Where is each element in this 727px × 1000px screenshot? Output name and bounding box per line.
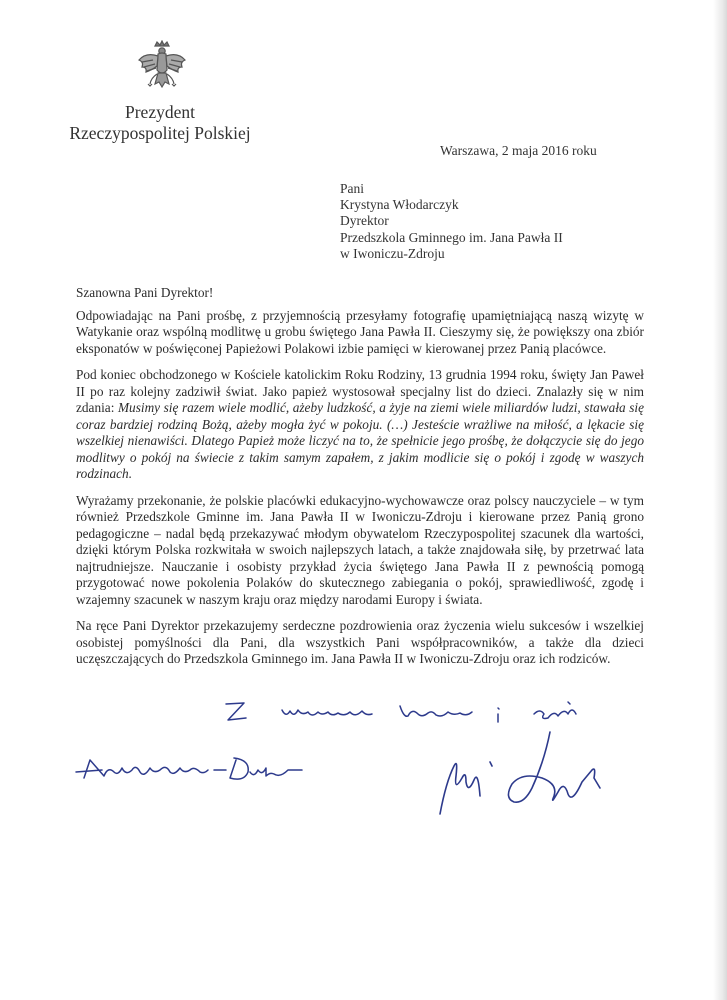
- papal-quote: Musimy się razem wiele modlić, ażeby ludzkość, a żyje na ziemi wiele miliardów ludzi, stawała się coraz bardziej rodziną Bożą, ażeby mogła żyć w pokoju. (…) Jesteście wrażliwe na miłość, a lękacie się wszelkiej nienawiści. Dlatego Papież może liczyć na to, że spełnicie jego prośbę, że dołączycie się do jego modlitwy o pokój na świecie z takim samym zapałem, z jakim modlicie się o pokój i zgodę w waszych rodzinach.: [76, 400, 645, 481]
- recipient-line: w Iwoniczu-Zdroju: [340, 245, 445, 261]
- signature-left: [74, 752, 304, 788]
- office-title-line1: Prezydent: [125, 102, 195, 122]
- paragraph: Na ręce Pani Dyrektor przekazujemy serdeczne pozdrowienia oraz życzenia wielu sukcesów i wszelkiej osobistej pomyślności dla Pani, dla wszystkich Pani współpracowników, a także dla dzieci uczęszczających do Przedszkola Gminnego im. Jana Pawła II w Iwoniczu-Zdroju oraz ich rodziców.: [76, 618, 644, 666]
- paragraph: [76, 367, 644, 483]
- paragraph: Odpowiadając na Pani prośbę, z przyjemnością przesyłamy fotografię upamiętniającą naszą wizytę w Watykanie oraz wspólną modlitwę u grobu świętego Jana Pawła II. Cieszymy się, że powiększy ona zbiór eksponatów w poświęconej Papieżowi Polakowi izbie pamięci w kierowanej przez Panią placówce.: [76, 307, 644, 356]
- recipient-line: Przedszkola Gminnego im. Jana Pawła II: [340, 229, 563, 245]
- office-title-line2: Rzeczypospolitej Polskiej: [69, 123, 251, 143]
- page-edge-shadow: [713, 0, 727, 1000]
- paragraph-text: Pod koniec obchodzonego w Kościele katolickim Roku Rodziny, 13 grudnia 1994 roku, święty Jan Paweł II po raz kolejny zadziwił świat. Jako papież wystosował specjalny list do dzieci. Znalazły się w nim zdania:: [76, 367, 644, 415]
- salutation: Szanowna Pani Dyrektor!: [76, 285, 214, 300]
- recipient-line: Krystyna Włodarczyk: [340, 197, 459, 213]
- signature-right: [432, 722, 607, 817]
- office-title: [60, 102, 260, 144]
- paragraph: Wyrażamy przekonanie, że polskie placówki edukacyjno-wychowawcze oraz polscy nauczyciele – w tym również Przedszkole Gminne im. Jana Pawła II w Iwoniczu-Zdroju i kierowane przez Panią grono pedagogiczne – nadal będą przekazywać młodym obywatelom Rzeczypospolitej szacunek dla wartości, dzięki którym Polska rozkwitała w swoich najlepszych latach, a także znajdowała siłę, by przetrwać lata najtrudniejsze. Nauczanie i osobisty przykład życia świętego Jana Pawła II z pewnością pomogą przygotować nowe pokolenia Polaków do skutecznego zabiegania o pokój, sprawiedliwość, zgodę i wzajemny szacunek w naszym kraju oraz między narodami Europy i świata.: [76, 492, 644, 607]
- recipient-line: Dyrektor: [340, 213, 389, 229]
- letter-body: [76, 285, 644, 678]
- polish-eagle-emblem-icon: [136, 40, 188, 98]
- recipient-line: Pani: [340, 181, 365, 196]
- letter-date: Warszawa, 2 maja 2016 roku: [440, 143, 597, 158]
- recipient-address: [340, 181, 670, 262]
